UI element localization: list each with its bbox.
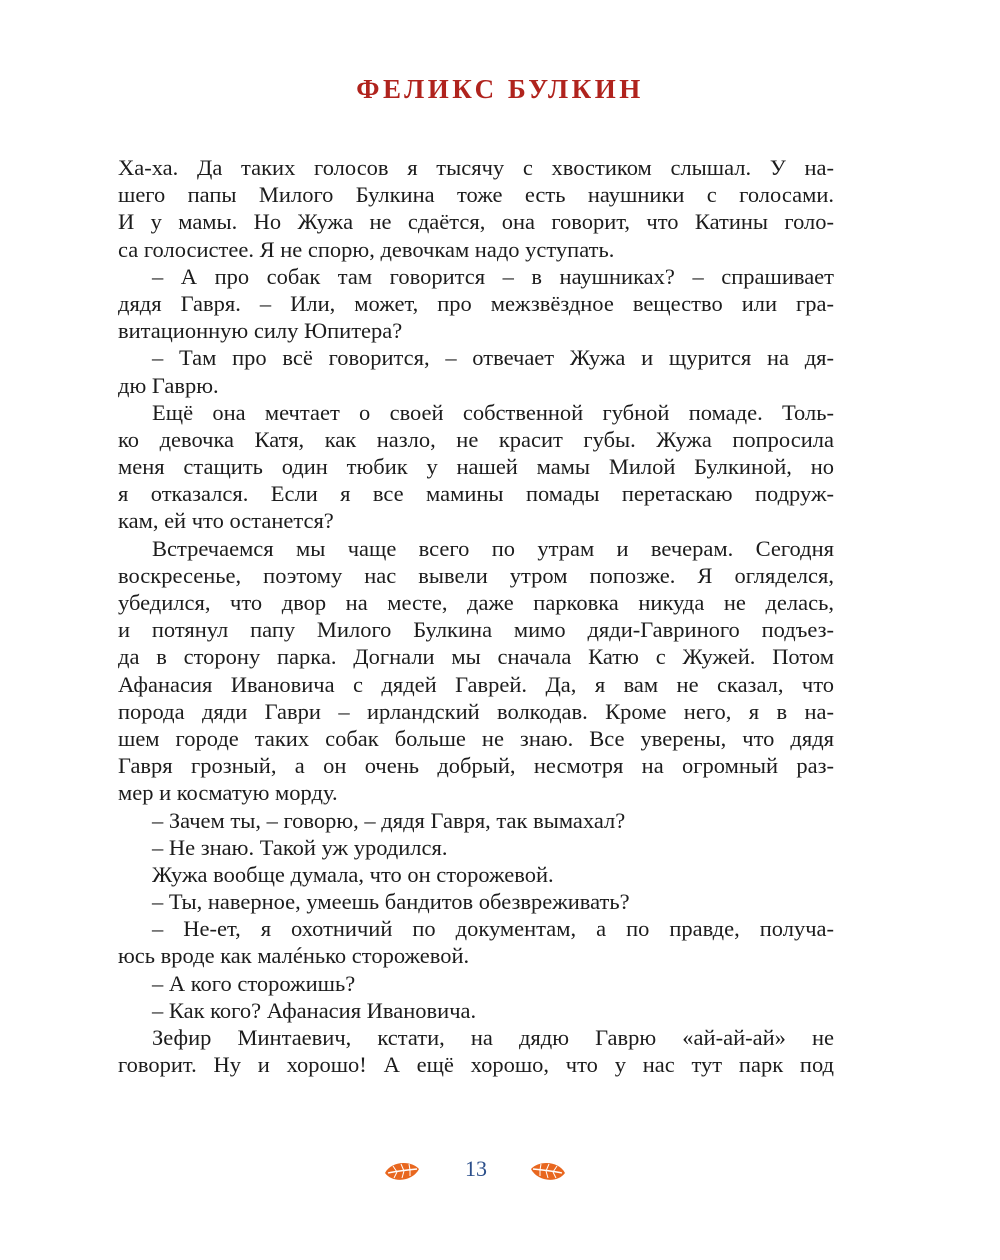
text-line: И у мамы. Но Жужа не сдаётся, она говорит, что Катины голо- xyxy=(118,209,834,235)
text-line: – Не знаю. Такой уж уродился. xyxy=(152,834,448,860)
text-line: да в сторону парка. Догнали мы сначала Катю с Жужей. Потом xyxy=(118,644,834,670)
text-line: – Как кого? Афанасия Ивановича. xyxy=(152,997,477,1023)
text-line: юсь вроде как малéнько сторожевой. xyxy=(118,943,470,969)
text-line: мер и косматую морду. xyxy=(118,780,338,806)
text-line: – Там про всё говорится, – отвечает Жужа и щурится на дя- xyxy=(152,345,834,371)
text-line: меня стащить один тюбик у нашей мамы Милой Булкиной, но xyxy=(118,454,834,480)
text-line: – Зачем ты, – говорю, – дядя Гавря, так вымахал? xyxy=(152,807,626,833)
leaf-icon xyxy=(382,1158,422,1186)
text-line: убедился, что двор на месте, даже парковка никуда не делась, xyxy=(118,590,834,615)
text-line: говорит. Ну и хорошо! А ещё хорошо, что у нас тут парк под xyxy=(118,1052,834,1078)
text-line: дю Гаврю. xyxy=(118,372,219,398)
text-line: Зефир Минтаевич, кстати, на дядю Гаврю «ай-ай-ай» не xyxy=(152,1025,834,1050)
page-footer xyxy=(0,1152,1000,1192)
text-line: воскресенье, поэтому нас вывели утром попозже. Я огляделся, xyxy=(118,562,834,588)
page-number: 13 xyxy=(465,1156,487,1181)
text-line: Жужа вообще думала, что он сторожевой. xyxy=(152,861,554,887)
text-line: – Ты, наверное, умеешь бандитов обезвреживать? xyxy=(152,889,630,915)
text-line: са голосистее. Я не спорю, девочкам надо уступать. xyxy=(118,236,615,262)
text-line: и потянул папу Милого Булкина мимо дяди-Гавриного подъез- xyxy=(118,617,834,643)
text-line: порода дяди Гаври – ирландский волкодав. Кроме него, я в на- xyxy=(118,698,834,724)
text-line: кам, ей что останется? xyxy=(118,508,334,534)
leaf-icon xyxy=(528,1158,568,1186)
text-line: я отказался. Если я все мамины помады перетаскаю подруж- xyxy=(118,481,834,507)
text-line: витационную силу Юпитера? xyxy=(118,318,403,344)
text-line: – А кого сторожишь? xyxy=(152,970,356,996)
text-line: Ха-ха. Да таких голосов я тысячу с хвостиком слышал. У на- xyxy=(118,155,834,180)
text-line: – Не-ет, я охотничий по документам, а по правде, получа- xyxy=(152,916,834,942)
text-line: шего папы Милого Булкина тоже есть наушники с голосами. xyxy=(118,182,834,208)
text-line: Гавря грозный, а он очень добрый, несмотря на огромный раз- xyxy=(118,753,834,779)
text-line: Ещё она мечтает о своей собственной губной помаде. Толь- xyxy=(152,399,834,425)
running-header: ФЕЛИКС БУЛКИН xyxy=(356,74,644,104)
text-line: дядя Гавря. – Или, может, про межзвёздное вещество или гра- xyxy=(118,290,834,316)
text-line: Встречаемся мы чаще всего по утрам и вечерам. Сегодня xyxy=(152,535,834,561)
text-line: шем городе таких собак больше не знаю. Все уверены, что дядя xyxy=(118,725,834,751)
text-line: Афанасия Ивановича с дядей Гаврей. Да, я вам не сказал, что xyxy=(118,671,834,697)
body-text xyxy=(118,154,834,1078)
text-line: ко девочка Катя, как назло, не красит губы. Жужа попросила xyxy=(118,426,834,452)
text-line: – А про собак там говорится – в наушниках? – спрашивает xyxy=(152,263,834,289)
